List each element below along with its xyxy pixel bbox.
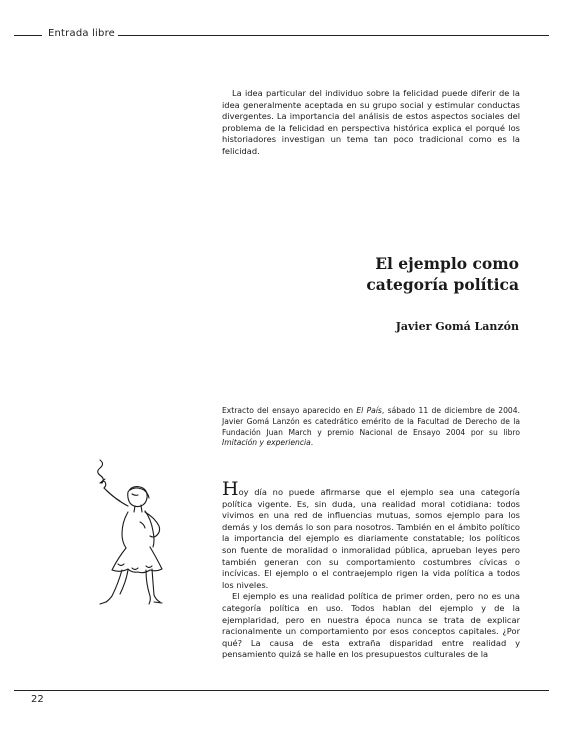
article-title-line-2: categoría política xyxy=(366,275,519,294)
body-paragraph-1-text: oy día no puede afirmarse que el ejemplo sea una categoría política vigente. Es, sin duda, una realidad moral cotidiana: todos vivimos en una red de influencias mutuas, somos ejemplo para los demás y los demás lo son para nosotros. También en el ámbito político la importancia del ejemplo es diariamente constatable; los políticos son fuente de moralidad o inmoralidad pública, aprueban leyes pero también generan con su comportamiento costumbres cívicas o incívicas. El ejemplo o el contraejemplo rigen la vida política a todos los niveles. xyxy=(222,487,520,590)
source-note-suffix: . xyxy=(310,438,314,448)
article-title-line-1: El ejemplo como xyxy=(375,254,519,273)
article-title xyxy=(300,253,519,295)
footer-rule xyxy=(14,690,549,691)
abstract-paragraph: La idea particular del individuo sobre la felicidad puede diferir de la idea generalmente aceptada en su grupo social y estimular conductas divergentes. La importancia del análisis de estos aspectos sociales del problema de la felicidad en perspectiva histórica explica el porqué los historiadores investigan un tema tan poco tradicional como es la felicidad. xyxy=(222,88,520,156)
drop-cap: H xyxy=(222,478,239,500)
body-paragraph-2: El ejemplo es una realidad política de primer orden, pero no es una categoría política en uso. Todos hablan del ejemplo y de la ejemplaridad, pero en nuestra época nunca se trata de explicar racionalmente un comportamiento por esos conceptos capitales. ¿Por qué? La causa de esta extraña disparidad entre realidad y pensamiento quizá se halle en los presupuestos culturales de la xyxy=(222,591,520,660)
body-paragraph-1 xyxy=(222,478,520,591)
source-newspaper: El País xyxy=(356,406,382,415)
source-book-title: Imitación y experiencia xyxy=(222,438,311,448)
section-title: Entrada libre xyxy=(48,28,116,39)
header-rule-left xyxy=(14,35,42,36)
header-rule-right xyxy=(118,35,549,36)
source-note xyxy=(222,406,520,449)
dancer-illustration xyxy=(88,456,188,608)
source-note-prefix: Extracto del ensayo aparecido en xyxy=(222,406,357,415)
page-number: 22 xyxy=(31,694,44,705)
source-note-middle: , sábado 11 de diciembre de 2004. Javier Gomá Lanzón es catedrático emérito de la Facultad de Derecho de la Fundación Juan March y premio Nacional de Ensayo 2004 por su libro xyxy=(222,406,520,437)
article-body xyxy=(222,478,520,661)
article-author: Javier Gomá Lanzón xyxy=(395,320,519,333)
running-header xyxy=(14,28,549,44)
